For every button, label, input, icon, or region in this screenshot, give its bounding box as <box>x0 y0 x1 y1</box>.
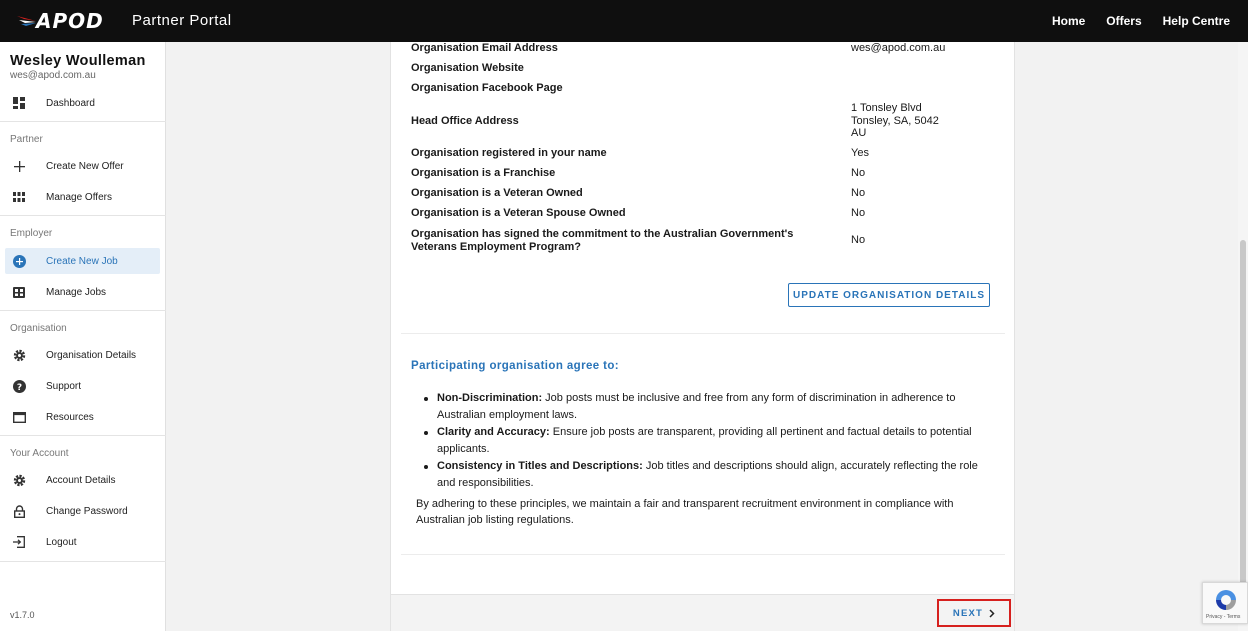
sidebar <box>0 42 166 631</box>
agreement-item-text: Job titles and descriptions should align, accurately reflecting the role and responsibilities. <box>437 460 978 489</box>
sidebar-item-label: Dashboard <box>46 97 95 109</box>
detail-label: Organisation is a Veteran Spouse Owned <box>411 207 626 219</box>
sidebar-item-manage-offers[interactable] <box>5 184 160 210</box>
recaptcha-icon <box>1214 588 1238 612</box>
agreement-item-text: Ensure job posts are transparent, providing all pertinent and factual details to potential applicants. <box>437 426 972 455</box>
next-button-label: NEXT <box>952 607 984 619</box>
sidebar-item-label: Manage Offers <box>46 191 112 203</box>
sidebar-item-organisation-details[interactable] <box>5 342 160 368</box>
address-line-2: Tonsley, SA, 5042 <box>851 114 939 127</box>
plus-icon <box>11 158 27 174</box>
divider <box>0 215 166 216</box>
agreement-item-text: Job posts must be inclusive and free from any form of discrimination in adherence to Australian employment laws. <box>437 392 956 421</box>
divider <box>0 121 166 122</box>
section-label-employer: Employer <box>10 228 53 239</box>
apod-logo[interactable] <box>16 10 104 32</box>
svg-text:?: ? <box>16 382 22 393</box>
section-label-partner: Partner <box>10 134 43 145</box>
add-circle-icon <box>11 253 27 269</box>
agreement-closing-text: By adhering to these principles, we maintain a fair and transparent recruitment environment in compliance with Australian job listing regulations. <box>416 498 954 526</box>
detail-value: No <box>851 187 866 199</box>
logout-icon <box>11 534 27 550</box>
sidebar-item-label: Create New Offer <box>46 160 124 172</box>
logo-text: APOD <box>36 9 104 33</box>
divider <box>401 554 1005 555</box>
detail-value: wes@apod.com.au <box>851 42 946 54</box>
nav-home-link[interactable]: Home <box>1051 14 1086 28</box>
recaptcha-text[interactable]: Privacy - Terms <box>1206 614 1241 620</box>
logo-swoosh-icon <box>16 13 38 29</box>
top-navigation-bar <box>0 0 1248 42</box>
sidebar-item-logout[interactable] <box>5 529 160 555</box>
sidebar-item-dashboard[interactable] <box>5 90 160 116</box>
agreement-list <box>437 390 993 492</box>
detail-value: Yes <box>851 147 869 159</box>
recaptcha-badge[interactable] <box>1202 582 1248 624</box>
sidebar-item-label: Create New Job <box>46 255 118 267</box>
detail-label: Organisation Website <box>411 62 524 74</box>
portal-title: Partner Portal <box>132 12 232 29</box>
nav-offers-link[interactable]: Offers <box>1106 14 1142 28</box>
next-button[interactable] <box>937 599 1011 627</box>
divider <box>0 310 166 311</box>
detail-value: No <box>851 234 866 246</box>
sidebar-item-label: Logout <box>46 536 77 548</box>
agreement-item-title: Consistency in Titles and Descriptions: <box>437 460 643 472</box>
sidebar-item-label: Account Details <box>46 474 116 486</box>
gear-icon <box>11 472 27 488</box>
detail-label: Organisation Facebook Page <box>411 82 563 94</box>
divider <box>0 435 166 436</box>
user-name: Wesley Woulleman <box>10 53 146 69</box>
scrollbar-thumb[interactable] <box>1240 240 1246 620</box>
user-email: wes@apod.com.au <box>10 70 96 81</box>
card-footer <box>391 594 1014 631</box>
agreement-item <box>437 458 993 492</box>
organisation-review-card <box>390 42 1015 631</box>
app-version: v1.7.0 <box>10 610 35 620</box>
top-nav <box>1052 14 1230 28</box>
sidebar-item-label: Organisation Details <box>46 349 137 361</box>
agreement-item <box>437 390 993 424</box>
detail-label: Head Office Address <box>411 115 519 127</box>
lock-icon <box>11 503 27 519</box>
address-line-1: 1 Tonsley Blvd <box>851 102 922 114</box>
address-line-3: AU <box>851 127 867 139</box>
sidebar-item-label: Change Password <box>46 505 128 517</box>
agreement-item <box>437 424 993 458</box>
dashboard-icon <box>11 95 27 111</box>
sidebar-item-account-details[interactable] <box>5 467 160 493</box>
update-organisation-details-button[interactable]: UPDATE ORGANISATION DETAILS <box>788 283 990 307</box>
sidebar-item-create-new-offer[interactable] <box>5 153 160 179</box>
detail-label: Organisation is a Veteran Owned <box>411 187 583 199</box>
section-label-organisation: Organisation <box>10 323 67 334</box>
divider <box>0 561 166 562</box>
sidebar-item-label: Manage Jobs <box>46 286 107 298</box>
detail-label: Organisation registered in your name <box>411 147 607 159</box>
sidebar-item-label: Resources <box>46 411 94 423</box>
detail-label: Organisation has signed the commitment to the Australian Government's Veterans Employment Program? <box>411 228 794 253</box>
page-scrollbar[interactable] <box>1238 42 1248 631</box>
jobs-grid-icon <box>11 284 27 300</box>
section-label-your-account: Your Account <box>10 448 69 459</box>
help-circle-icon <box>11 378 27 394</box>
detail-value: No <box>851 207 866 219</box>
divider <box>401 333 1005 334</box>
nav-help-centre-link[interactable]: Help Centre <box>1162 14 1230 28</box>
sidebar-item-manage-jobs[interactable] <box>5 279 160 305</box>
detail-label: Organisation is a Franchise <box>411 167 556 179</box>
agreement-item-title: Clarity and Accuracy: <box>437 426 550 438</box>
chevron-right-icon <box>989 609 995 618</box>
grid-icon <box>11 189 27 205</box>
window-icon <box>11 409 27 425</box>
detail-value: No <box>851 167 866 179</box>
sidebar-item-support[interactable] <box>5 373 160 399</box>
sidebar-item-label: Support <box>46 380 82 392</box>
sidebar-item-create-new-job[interactable] <box>5 248 160 274</box>
agreement-title: Participating organisation agree to: <box>411 360 620 372</box>
sidebar-item-change-password[interactable] <box>5 498 160 524</box>
gear-icon <box>11 347 27 363</box>
detail-label: Organisation Email Address <box>411 42 558 54</box>
agreement-item-title: Non-Discrimination: <box>437 392 543 404</box>
sidebar-item-resources[interactable] <box>5 404 160 430</box>
